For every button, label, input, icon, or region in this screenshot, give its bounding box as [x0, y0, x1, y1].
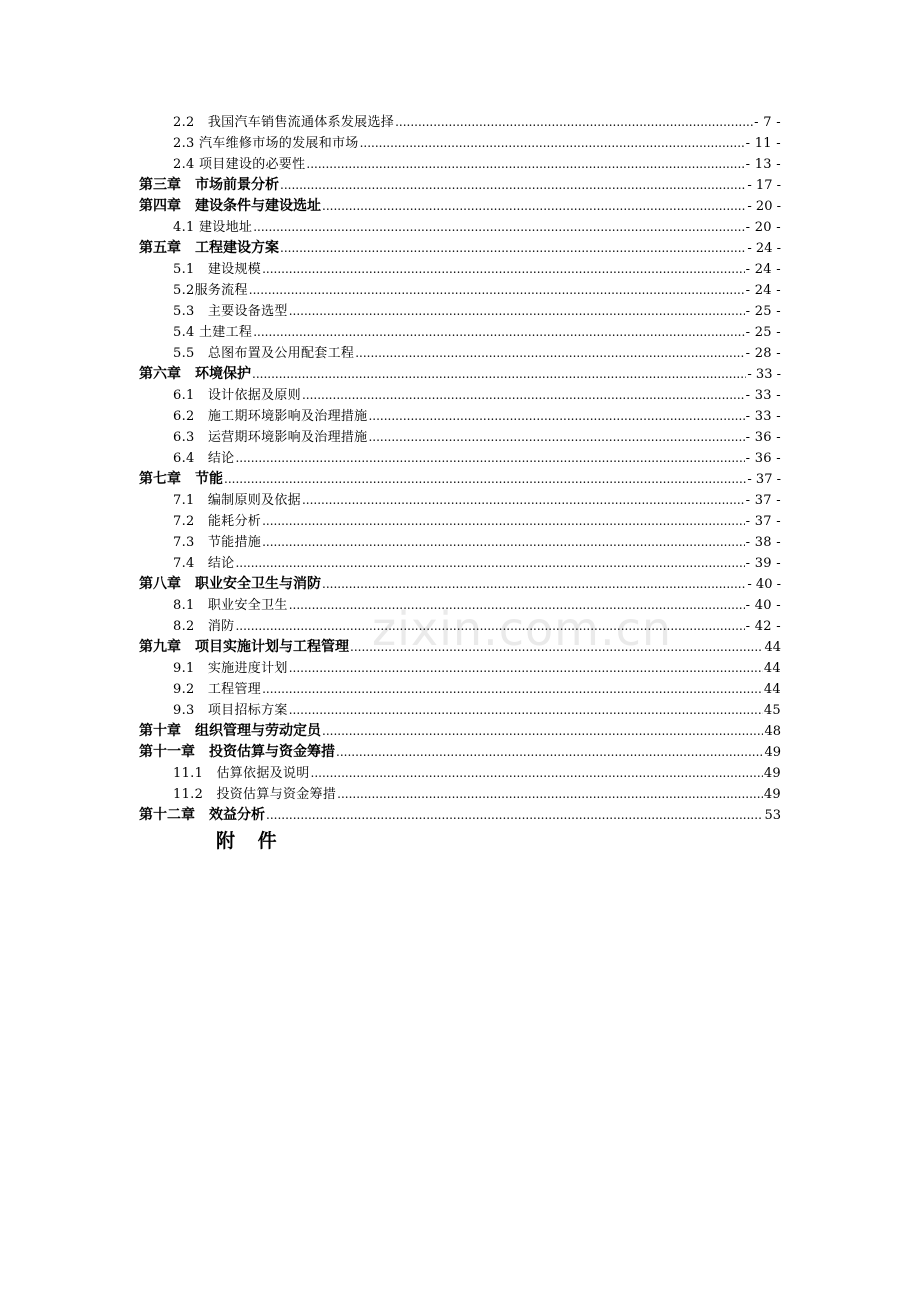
toc-dot-leader	[289, 595, 745, 616]
toc-dot-leader	[368, 406, 744, 427]
toc-chapter-entry[interactable]	[139, 175, 781, 196]
toc-section-entry[interactable]	[139, 616, 781, 637]
toc-dot-leader	[355, 343, 744, 364]
toc-entry-title: 2.3 汽车维修市场的发展和市场	[173, 136, 359, 151]
toc-dot-leader	[289, 700, 763, 721]
toc-dot-leader	[322, 721, 763, 742]
toc-page-number: - 24 -	[747, 241, 781, 256]
toc-section-entry[interactable]	[139, 259, 781, 280]
toc-entry-title: 第十一章 投资估算与资金筹措	[139, 744, 335, 760]
toc-section-entry[interactable]	[139, 490, 781, 511]
toc-dot-leader	[280, 238, 746, 259]
toc-page-number: - 24 -	[745, 283, 781, 298]
appendix-heading: 附 件	[216, 830, 285, 852]
toc-dot-leader	[337, 784, 763, 805]
toc-page-number: 45	[763, 703, 781, 718]
toc-page-number: - 33 -	[747, 367, 781, 382]
toc-section-entry[interactable]	[139, 448, 781, 469]
toc-entry-title: 第六章 环境保护	[139, 366, 251, 382]
toc-entry-title: 9.2 工程管理	[173, 682, 262, 697]
toc-page-number: - 38 -	[745, 535, 781, 550]
toc-dot-leader	[395, 112, 753, 133]
toc-page-number: 49	[764, 745, 781, 760]
toc-entry-title: 第三章 市场前景分析	[139, 177, 279, 193]
toc-dot-leader	[360, 133, 745, 154]
toc-page-number: - 37 -	[745, 493, 781, 508]
toc-page-number: - 33 -	[745, 388, 781, 403]
toc-page-number: - 40 -	[747, 577, 781, 592]
toc-entry-title: 5.2服务流程	[173, 283, 248, 298]
toc-page-number: - 13 -	[745, 157, 781, 172]
toc-page-number: - 25 -	[745, 304, 781, 319]
toc-page-number: 48	[764, 724, 781, 739]
toc-page-number: - 37 -	[747, 472, 781, 487]
toc-dot-leader	[262, 679, 763, 700]
toc-dot-leader	[306, 154, 744, 175]
toc-section-entry[interactable]	[139, 217, 781, 238]
toc-page-number: - 11 -	[745, 136, 781, 151]
toc-entry-title: 11.2 投资估算与资金筹措	[173, 787, 337, 802]
toc-entry-title: 第八章 职业安全卫生与消防	[139, 576, 321, 592]
toc-section-entry[interactable]	[139, 343, 781, 364]
toc-page-number: - 39 -	[745, 556, 781, 571]
toc-entry-title: 11.1 估算依据及说明	[173, 766, 310, 781]
toc-chapter-entry[interactable]	[139, 637, 781, 658]
toc-page-number: - 24 -	[745, 262, 781, 277]
toc-section-entry[interactable]	[139, 763, 781, 784]
toc-page-number: - 37 -	[745, 514, 781, 529]
toc-page-number: - 36 -	[745, 451, 781, 466]
toc-entry-title: 4.1 建设地址	[173, 220, 253, 235]
toc-dot-leader	[235, 448, 744, 469]
toc-entry-title: 5.1 建设规模	[173, 262, 262, 277]
toc-section-entry[interactable]	[139, 427, 781, 448]
toc-section-entry[interactable]	[139, 553, 781, 574]
toc-entry-title: 8.2 消防	[173, 619, 235, 634]
toc-dot-leader	[368, 427, 744, 448]
toc-dot-leader	[249, 280, 745, 301]
toc-page-number: - 20 -	[745, 220, 781, 235]
toc-section-entry[interactable]	[139, 112, 781, 133]
toc-page-number: 44	[764, 640, 781, 655]
toc-section-entry[interactable]	[139, 532, 781, 553]
toc-dot-leader	[280, 175, 746, 196]
toc-entry-title: 2.4 项目建设的必要性	[173, 157, 306, 172]
toc-dot-leader	[253, 322, 744, 343]
toc-dot-leader	[252, 364, 746, 385]
toc-chapter-entry[interactable]	[139, 469, 781, 490]
toc-chapter-entry[interactable]	[139, 805, 781, 826]
toc-dot-leader	[350, 637, 763, 658]
toc-dot-leader	[262, 259, 745, 280]
toc-section-entry[interactable]	[139, 700, 781, 721]
watermark: zixin.com.cn	[372, 602, 673, 656]
toc-entry-title: 6.1 设计依据及原则	[173, 388, 301, 403]
toc-page-number: 44	[763, 661, 781, 676]
toc-section-entry[interactable]	[139, 280, 781, 301]
toc-entry-title: 7.1 编制原则及依据	[173, 493, 301, 508]
toc-section-entry[interactable]	[139, 133, 781, 154]
toc-entry-title: 第七章 节能	[139, 471, 223, 487]
toc-dot-leader	[235, 553, 744, 574]
toc-dot-leader	[266, 805, 763, 826]
toc-chapter-entry[interactable]	[139, 742, 781, 763]
toc-entry-title: 9.1 实施进度计划	[173, 661, 288, 676]
toc-entry-title: 7.2 能耗分析	[173, 514, 262, 529]
toc-section-entry[interactable]	[139, 406, 781, 427]
toc-section-entry[interactable]	[139, 658, 781, 679]
toc-dot-leader	[253, 217, 744, 238]
toc-entry-title: 5.5 总图布置及公用配套工程	[173, 346, 355, 361]
toc-chapter-entry[interactable]	[139, 196, 781, 217]
toc-entry-title: 7.4 结论	[173, 556, 235, 571]
toc-page-number: - 36 -	[745, 430, 781, 445]
toc-section-entry[interactable]	[139, 301, 781, 322]
toc-page-number: - 25 -	[745, 325, 781, 340]
toc-page-number: - 17 -	[747, 178, 781, 193]
toc-page-number: 44	[763, 682, 781, 697]
toc-dot-leader	[289, 301, 745, 322]
toc-dot-leader	[224, 469, 746, 490]
toc-entry-title: 第十章 组织管理与劳动定员	[139, 723, 321, 739]
toc-dot-leader	[336, 742, 763, 763]
toc-entry-title: 第四章 建设条件与建设选址	[139, 198, 321, 214]
toc-chapter-entry[interactable]	[139, 238, 781, 259]
toc-entry-title: 第九章 项目实施计划与工程管理	[139, 639, 349, 655]
toc-dot-leader	[289, 658, 763, 679]
toc-section-entry[interactable]	[139, 595, 781, 616]
toc-page-number: 49	[763, 787, 781, 802]
toc-dot-leader	[302, 385, 745, 406]
toc-entry-title: 第五章 工程建设方案	[139, 240, 279, 256]
table-of-contents	[139, 112, 781, 826]
toc-chapter-entry[interactable]	[139, 721, 781, 742]
toc-entry-title: 6.4 结论	[173, 451, 235, 466]
toc-page-number: - 42 -	[745, 619, 781, 634]
toc-dot-leader	[262, 532, 745, 553]
toc-entry-title: 9.3 项目招标方案	[173, 703, 288, 718]
toc-section-entry[interactable]	[139, 784, 781, 805]
toc-dot-leader	[322, 574, 746, 595]
toc-page-number: - 33 -	[745, 409, 781, 424]
toc-dot-leader	[262, 511, 745, 532]
toc-section-entry[interactable]	[139, 511, 781, 532]
toc-section-entry[interactable]	[139, 385, 781, 406]
toc-page-number: - 7 -	[754, 115, 781, 130]
toc-entry-title: 5.3 主要设备选型	[173, 304, 288, 319]
toc-dot-leader	[235, 616, 744, 637]
toc-entry-title: 7.3 节能措施	[173, 535, 262, 550]
toc-page-number: 49	[763, 766, 781, 781]
toc-section-entry[interactable]	[139, 154, 781, 175]
toc-dot-leader	[311, 763, 763, 784]
toc-dot-leader	[302, 490, 745, 511]
toc-entry-title: 2.2 我国汽车销售流通体系发展选择	[173, 115, 395, 130]
toc-page-number: - 20 -	[747, 199, 781, 214]
toc-entry-title: 8.1 职业安全卫生	[173, 598, 288, 613]
toc-entry-title: 6.3 运营期环境影响及治理措施	[173, 430, 368, 445]
toc-entry-title: 6.2 施工期环境影响及治理措施	[173, 409, 368, 424]
toc-chapter-entry[interactable]	[139, 574, 781, 595]
toc-page-number: - 40 -	[745, 598, 781, 613]
toc-section-entry[interactable]	[139, 322, 781, 343]
toc-dot-leader	[322, 196, 746, 217]
toc-section-entry[interactable]	[139, 679, 781, 700]
toc-chapter-entry[interactable]	[139, 364, 781, 385]
toc-entry-title: 第十二章 效益分析	[139, 807, 265, 823]
toc-entry-title: 5.4 土建工程	[173, 325, 253, 340]
toc-page-number: - 28 -	[745, 346, 781, 361]
toc-page-number: 53	[764, 808, 781, 823]
